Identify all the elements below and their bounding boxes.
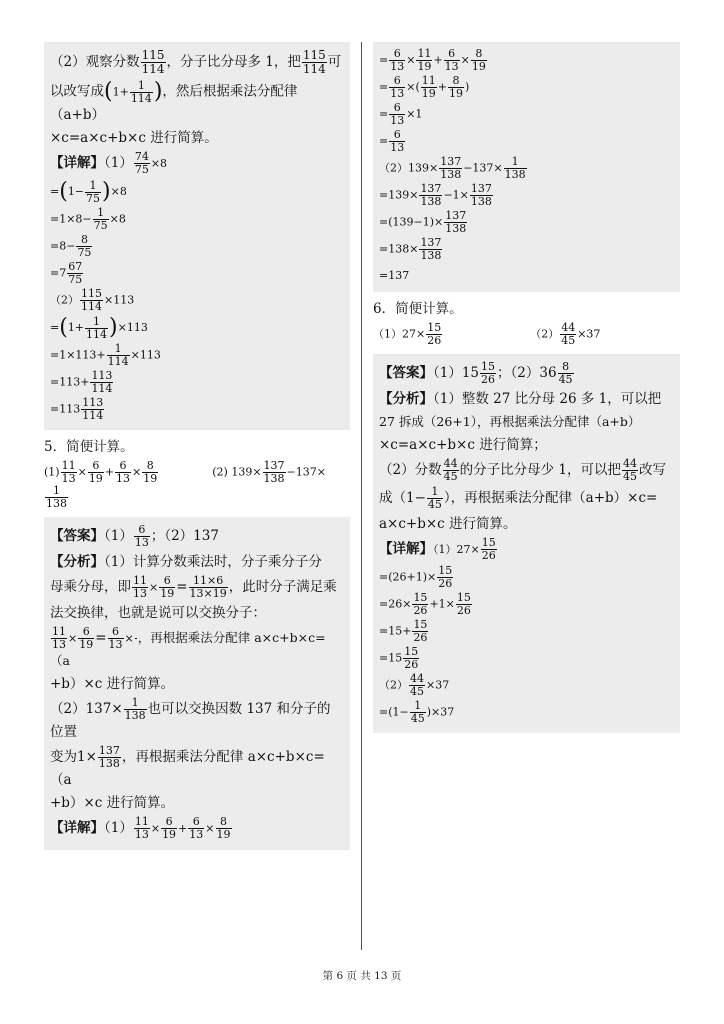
page-footer: 第 6 页 共 13 页 [322,970,402,982]
fraction: $\frac{11\times 6}{13\times 19}$ [189,574,227,600]
fraction: $\frac{115}{114}$ [141,48,165,76]
question-items: （1）27× $\frac{15}{26}$ （2） $\frac{44}{45}$ ×37 [373,321,601,347]
right-gray-block-bottom [373,354,680,733]
analysis-line: 【分析】（1）计算分数乘法时，分子乘分子分 [50,554,322,570]
analysis-line: +b）×c 进行简算。 [50,795,175,811]
fraction: $\frac{1}{138}$ [46,484,67,510]
fraction [135,638,137,639]
analysis-line: +b）×c 进行简算。 [50,676,175,692]
analysis-line [50,49,344,76]
fraction: $\frac{6}{19}$ [88,459,103,485]
analysis-line: 【分析】（1）整数 27 比分母 26 多 1，可以把 [379,391,662,407]
fraction: $\frac{113}{114}$ [82,396,104,422]
analysis-line: （2）分数 $\frac{44}{45}$ 的分子比分母少 1，可以把 $\frac{44}{45}$ 改写 [379,457,666,483]
detail-line: 【详解】（1） $\frac{11}{13}$ × $\frac{6}{19}$ + $\frac{6}{13}$ × $\frac{8}{19}$ [50,815,231,841]
left-gray-block-top [44,42,350,430]
detail-line: 【详解】（1）27× $\frac{15}{26}$ [379,536,496,562]
fraction: $\frac{137}{138}$ [470,182,492,208]
fraction: $\frac{6}{13}$ [444,47,459,73]
fraction: $\frac{44}{45}$ [410,672,424,698]
fraction: $\frac{15}{26}$ [481,360,496,386]
math-step: =1×113+ $\frac{1}{114}$ ×113 [50,342,161,368]
right-column [373,42,680,733]
fraction: $\frac{1}{75}$ [93,206,108,232]
fraction: $\frac{1}{138}$ [504,155,526,181]
fraction: $\frac{11}{13}$ [52,625,66,651]
math-step: =1×8− $\frac{1}{75}$ ×8 [50,206,126,232]
fraction: $\frac{6}{13}$ [116,459,131,485]
math-step: = $\frac{6}{13}$ × $\frac{11}{19}$ + $\frac{6}{13}$ × $\frac{8}{19}$ [379,47,486,73]
fraction: $\frac{8}{75}$ [77,233,92,259]
fraction: $\frac{1}{114}$ [130,78,152,105]
detail-label: 【详解】 [50,155,104,171]
math-step: （2） $\frac{115}{114}$ ×113 [50,287,135,313]
fraction: $\frac{137}{138}$ [263,459,285,485]
fraction: $\frac{1}{45}$ [427,485,442,511]
fraction: $\frac{6}{13}$ [390,47,405,73]
fraction: $\frac{74}{75}$ [134,150,149,176]
math-step: =7 $\frac{67}{75}$ [50,260,83,286]
analysis-line: （2）137× $\frac{1}{138}$ 也可以交换因数 137 和分子的位置 [50,696,331,740]
analysis-line: 成（1− $\frac{1}{45}$ ），再根据乘法分配律（a+b）×c= [379,485,658,511]
fraction: $\frac{44}{45}$ [443,457,458,483]
math-step: =113+ $\frac{113}{114}$ [50,369,113,395]
text: 可 [327,54,342,70]
fraction: $\frac{6}{13}$ [390,128,405,154]
text: 以改写成 [50,83,104,100]
fraction: $\frac{15}{26}$ [413,591,428,617]
fraction: $\frac{1}{75}$ [86,178,101,205]
fraction: $\frac{137}{138}$ [98,744,120,770]
left-column [44,42,350,850]
math-step: =113 $\frac{113}{114}$ [50,396,104,422]
fraction: $\frac{137}{138}$ [420,182,442,208]
fraction: $\frac{6}{13}$ [390,101,405,127]
fraction: $\frac{15}{26}$ [404,645,419,671]
analysis-line: 以改写成(1+ $\frac{1}{114}$ )，然后根据乘法分配律（a+b） [50,78,298,123]
fraction: $\frac{113}{114}$ [91,369,113,395]
fraction: $\frac{6}{13}$ [189,815,204,841]
detail-line: 【详解】（1） $\frac{74}{75}$ ×8 [50,150,168,176]
fraction: $\frac{1}{45}$ [410,699,425,725]
math-step: = $\frac{6}{13}$ ×( $\frac{11}{19}$ + $\frac{8}{19}$ ) [379,74,470,100]
analysis-line: 27 拆成（26+1），再根据乘法分配律（a+b） [379,414,641,429]
fraction: $\frac{6}{19}$ [162,815,177,841]
analysis-line: a×c+b×c 进行简算。 [379,516,517,532]
fraction: $\frac{11}{13}$ [133,574,147,600]
math-step: = $\frac{6}{13}$ [379,128,405,154]
fraction: $\frac{137}{138}$ [440,155,462,181]
fraction: $\frac{11}{13}$ [61,459,76,485]
math-step: =139× $\frac{137}{138}$ −1× $\frac{137}{138}$ [379,182,492,208]
fraction: $\frac{1}{114}$ [86,314,108,341]
question-items: (1) $\frac{11}{13}$ × $\frac{6}{19}$ + $\frac{6}{13}$ × $\frac{8}{19}$ (2) 139× $\frac{137}{138}$ −137× $\frac{1}{138}$ [44,459,326,510]
fraction: $\frac{8}{19}$ [216,815,231,841]
question-title: 6．简便计算。 [373,301,463,317]
math-step: （2）139× $\frac{137}{138}$ −137× $\frac{1}{138}$ [379,155,526,181]
fraction: $\frac{8}{45}$ [558,360,573,386]
answer-line: 【答案】（1）15 $\frac{15}{26}$ ；（2）36 $\frac{8}{45}$ [379,360,573,386]
math-step: = $\frac{6}{13}$ ×1 [379,101,423,127]
fraction: $\frac{8}{19}$ [143,459,158,485]
math-step: =15 $\frac{15}{26}$ [379,645,419,671]
fraction: $\frac{6}{13}$ [390,74,405,100]
math-step: =15+ $\frac{15}{26}$ [379,618,428,644]
fraction: $\frac{15}{26}$ [413,618,428,644]
math-step: =(1− $\frac{1}{45}$ )×37 [379,699,455,725]
fraction: $\frac{115}{114}$ [302,48,326,76]
fraction: $\frac{44}{45}$ [561,321,576,347]
fraction: $\frac{6}{13}$ [134,523,149,549]
answer-line: 【答案】（1） $\frac{6}{13}$ ；（2）137 [50,523,219,549]
fraction: $\frac{15}{26}$ [438,564,453,590]
left-gray-block-bottom [44,517,350,850]
fraction: $\frac{11}{19}$ [421,74,436,100]
question-5 [44,430,350,517]
analysis-line: 变为1× $\frac{137}{138}$ ，再根据乘法分配律 a×c+b×c=（a [50,744,325,788]
fraction: $\frac{8}{19}$ [471,47,486,73]
fraction: $\frac{115}{114}$ [81,287,102,313]
fraction: $\frac{1}{138}$ [124,696,146,722]
analysis-line: 母乘分母，即 $\frac{11}{13}$ × $\frac{6}{19}$ = $\frac{11\times 6}{13\times 19}$ ，此时分子满足乘 [50,574,337,600]
analysis-line: ×c=a×c+b×c 进行简算； [379,437,547,453]
text: ，分子比分母多 1，把 [166,54,301,70]
question-6 [373,292,680,354]
text: ，然后根据乘法分配律（a+b） [50,83,298,123]
column-divider [361,42,362,950]
math-step: =(139−1)× $\frac{137}{138}$ [379,209,467,235]
fraction: $\frac{15}{26}$ [456,591,471,617]
math-step: =8− $\frac{8}{75}$ [50,233,92,259]
fraction: $\frac{6}{13}$ [108,625,123,651]
math-step: =137 [379,269,410,282]
fraction: $\frac{67}{75}$ [68,260,83,286]
text: （2）观察分数 [50,54,140,70]
fraction: $\frac{15}{26}$ [427,321,442,347]
math-step: =26× $\frac{15}{26}$ +1× $\frac{15}{26}$ [379,591,471,617]
analysis-line: $\frac{11}{13}$ × $\frac{6}{19}$ = $\frac{6}{13}$ × ，再根据乘法分配律 a×c+b×c=（a [50,625,326,668]
fraction: $\frac{137}{138}$ [445,209,467,235]
fraction: $\frac{137}{138}$ [420,236,442,262]
fraction: $\frac{44}{45}$ [622,457,637,483]
question-title: 5．简便计算。 [44,439,134,455]
analysis-line: 法交换律，也就是说可以交换分子： [50,605,266,621]
math-step: （2） $\frac{44}{45}$ ×37 [379,672,450,698]
fraction: $\frac{15}{26}$ [481,536,496,562]
math-step: =138× $\frac{137}{138}$ [379,236,442,262]
right-gray-block-top [373,42,680,292]
fraction: $\frac{1}{114}$ [107,342,129,368]
fraction: $\frac{8}{19}$ [448,74,463,100]
fraction: $\frac{6}{19}$ [79,625,94,651]
math-step: =(26+1)× $\frac{15}{26}$ [379,564,453,590]
math-step: =(1+ $\frac{1}{114}$ )×113 [50,314,148,341]
fraction: $\frac{6}{19}$ [160,574,175,600]
fraction: $\frac{11}{19}$ [417,47,432,73]
analysis-line: ×c=a×c+b×c 进行简算。 [50,130,218,146]
fraction: $\frac{11}{13}$ [134,815,149,841]
math-step: =(1− $\frac{1}{75}$ )×8 [50,178,127,205]
